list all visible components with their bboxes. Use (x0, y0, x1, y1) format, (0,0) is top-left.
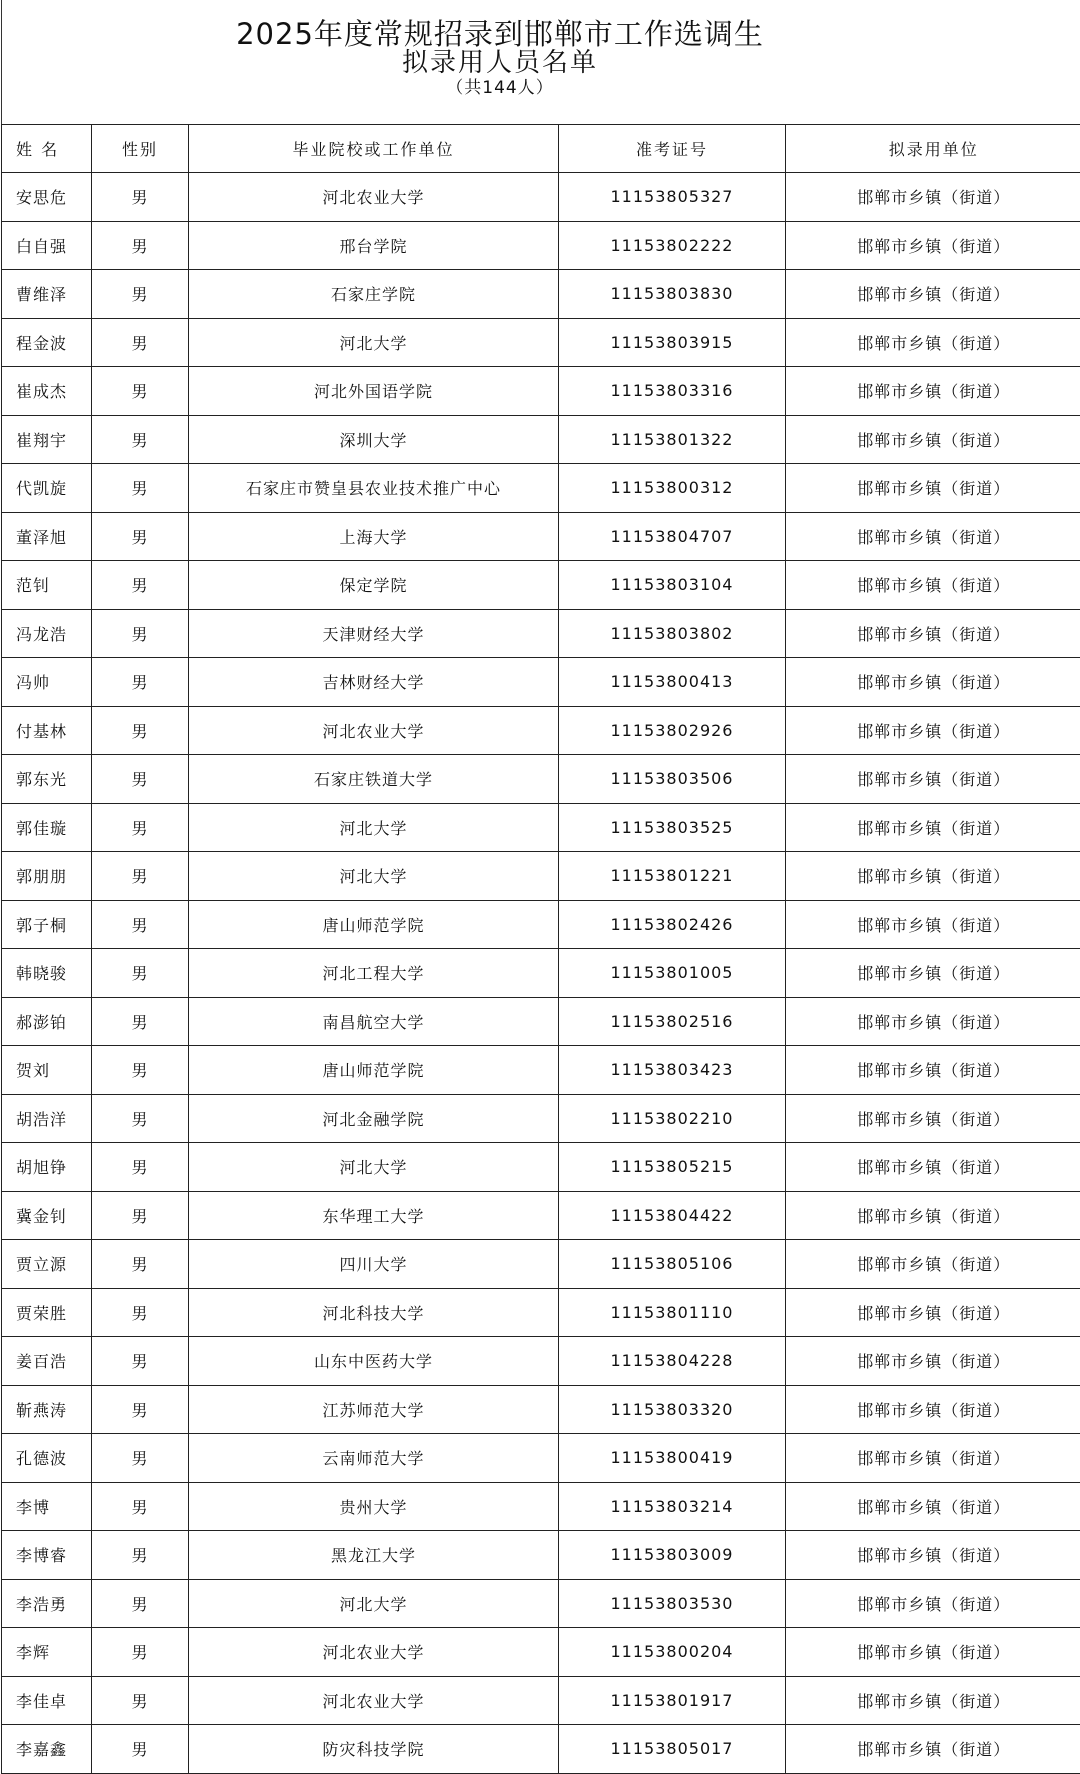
cell-gender: 男 (92, 1337, 189, 1386)
cell-name: 白自强 (2, 221, 92, 270)
cell-school: 河北农业大学 (189, 1628, 559, 1677)
cell-name: 李嘉鑫 (2, 1725, 92, 1774)
header-gender: 性别 (92, 125, 189, 173)
cell-gender: 男 (92, 609, 189, 658)
cell-name: 靳燕涛 (2, 1385, 92, 1434)
cell-gender: 男 (92, 997, 189, 1046)
cell-exam-id: 11153801110 (559, 1288, 786, 1337)
cell-name: 贾荣胜 (2, 1288, 92, 1337)
table-row (2, 949, 1080, 998)
cell-gender: 男 (92, 1434, 189, 1483)
cell-exam-id: 11153805106 (559, 1240, 786, 1289)
cell-gender: 男 (92, 1531, 189, 1580)
cell-exam-id: 11153803423 (559, 1046, 786, 1095)
table-row (2, 706, 1080, 755)
cell-exam-id: 11153801221 (559, 852, 786, 901)
cell-exam-id: 11153803915 (559, 318, 786, 367)
cell-name: 郭朋朋 (2, 852, 92, 901)
cell-gender: 男 (92, 415, 189, 464)
table-row (2, 1288, 1080, 1337)
cell-school: 黑龙江大学 (189, 1531, 559, 1580)
cell-gender: 男 (92, 706, 189, 755)
table-body (2, 173, 1080, 1774)
table-row (2, 270, 1080, 319)
cell-exam-id: 11153804707 (559, 512, 786, 561)
cell-name: 曹维泽 (2, 270, 92, 319)
cell-school: 唐山师范学院 (189, 900, 559, 949)
cell-unit: 邯郸市乡镇（街道） (786, 318, 1080, 367)
table-row (2, 852, 1080, 901)
cell-name: 胡浩洋 (2, 1094, 92, 1143)
cell-school: 河北大学 (189, 1579, 559, 1628)
cell-exam-id: 11153803802 (559, 609, 786, 658)
cell-exam-id: 11153800413 (559, 658, 786, 707)
cell-unit: 邯郸市乡镇（街道） (786, 706, 1080, 755)
cell-name: 胡旭铮 (2, 1143, 92, 1192)
table-row (2, 1579, 1080, 1628)
cell-unit: 邯郸市乡镇（街道） (786, 852, 1080, 901)
cell-unit: 邯郸市乡镇（街道） (786, 561, 1080, 610)
cell-gender: 男 (92, 1143, 189, 1192)
cell-unit: 邯郸市乡镇（街道） (786, 1337, 1080, 1386)
document-header (0, 0, 1080, 124)
header-exam-id: 准考证号 (559, 125, 786, 173)
cell-unit: 邯郸市乡镇（街道） (786, 1046, 1080, 1095)
cell-unit: 邯郸市乡镇（街道） (786, 1288, 1080, 1337)
cell-name: 姜百浩 (2, 1337, 92, 1386)
cell-name: 郝澎铂 (2, 997, 92, 1046)
table-row (2, 658, 1080, 707)
cell-unit: 邯郸市乡镇（街道） (786, 1579, 1080, 1628)
cell-unit: 邯郸市乡镇（街道） (786, 221, 1080, 270)
table-row (2, 1434, 1080, 1483)
cell-name: 李博 (2, 1482, 92, 1531)
cell-unit: 邯郸市乡镇（街道） (786, 1725, 1080, 1774)
cell-name: 郭佳璇 (2, 803, 92, 852)
cell-school: 河北科技大学 (189, 1288, 559, 1337)
cell-unit: 邯郸市乡镇（街道） (786, 1676, 1080, 1725)
table-row (2, 173, 1080, 222)
cell-gender: 男 (92, 1482, 189, 1531)
roster-table (1, 124, 1080, 1774)
cell-gender: 男 (92, 1725, 189, 1774)
cell-school: 河北农业大学 (189, 706, 559, 755)
header-unit: 拟录用单位 (786, 125, 1080, 173)
table-row (2, 997, 1080, 1046)
header-name: 姓 名 (2, 125, 92, 173)
cell-school: 河北大学 (189, 318, 559, 367)
cell-school: 四川大学 (189, 1240, 559, 1289)
cell-school: 唐山师范学院 (189, 1046, 559, 1095)
cell-exam-id: 11153803009 (559, 1531, 786, 1580)
cell-school: 贵州大学 (189, 1482, 559, 1531)
table-row (2, 900, 1080, 949)
cell-unit: 邯郸市乡镇（街道） (786, 464, 1080, 513)
cell-gender: 男 (92, 900, 189, 949)
cell-school: 天津财经大学 (189, 609, 559, 658)
cell-school: 石家庄市赞皇县农业技术推广中心 (189, 464, 559, 513)
cell-gender: 男 (92, 1094, 189, 1143)
cell-exam-id: 11153805327 (559, 173, 786, 222)
cell-name: 董泽旭 (2, 512, 92, 561)
cell-gender: 男 (92, 1046, 189, 1095)
cell-exam-id: 11153802222 (559, 221, 786, 270)
table-row (2, 1628, 1080, 1677)
cell-exam-id: 11153801005 (559, 949, 786, 998)
cell-name: 李辉 (2, 1628, 92, 1677)
cell-school: 石家庄铁道大学 (189, 755, 559, 804)
cell-school: 云南师范大学 (189, 1434, 559, 1483)
cell-gender: 男 (92, 512, 189, 561)
document-title-line2: 拟录用人员名单 (0, 42, 1000, 79)
cell-gender: 男 (92, 1288, 189, 1337)
table-row (2, 1676, 1080, 1725)
cell-name: 郭东光 (2, 755, 92, 804)
cell-gender: 男 (92, 852, 189, 901)
cell-school: 保定学院 (189, 561, 559, 610)
cell-exam-id: 11153804228 (559, 1337, 786, 1386)
cell-gender: 男 (92, 1628, 189, 1677)
cell-name: 范钊 (2, 561, 92, 610)
cell-unit: 邯郸市乡镇（街道） (786, 1482, 1080, 1531)
cell-exam-id: 11153803214 (559, 1482, 786, 1531)
table-row (2, 561, 1080, 610)
cell-gender: 男 (92, 658, 189, 707)
table-row (2, 1094, 1080, 1143)
cell-unit: 邯郸市乡镇（街道） (786, 512, 1080, 561)
cell-name: 贾立源 (2, 1240, 92, 1289)
cell-school: 河北农业大学 (189, 173, 559, 222)
cell-unit: 邯郸市乡镇（街道） (786, 755, 1080, 804)
cell-gender: 男 (92, 1676, 189, 1725)
cell-exam-id: 11153803506 (559, 755, 786, 804)
cell-gender: 男 (92, 221, 189, 270)
cell-school: 河北农业大学 (189, 1676, 559, 1725)
cell-unit: 邯郸市乡镇（街道） (786, 900, 1080, 949)
table-row (2, 415, 1080, 464)
cell-school: 河北金融学院 (189, 1094, 559, 1143)
table-row (2, 609, 1080, 658)
cell-name: 冯龙浩 (2, 609, 92, 658)
cell-school: 南昌航空大学 (189, 997, 559, 1046)
cell-school: 石家庄学院 (189, 270, 559, 319)
cell-gender: 男 (92, 464, 189, 513)
table-row (2, 512, 1080, 561)
cell-school: 上海大学 (189, 512, 559, 561)
cell-school: 河北外国语学院 (189, 367, 559, 416)
cell-name: 贺刘 (2, 1046, 92, 1095)
cell-exam-id: 11153803525 (559, 803, 786, 852)
cell-school: 河北大学 (189, 1143, 559, 1192)
cell-unit: 邯郸市乡镇（街道） (786, 270, 1080, 319)
cell-school: 河北工程大学 (189, 949, 559, 998)
cell-name: 冀金钊 (2, 1191, 92, 1240)
cell-unit: 邯郸市乡镇（街道） (786, 1143, 1080, 1192)
cell-unit: 邯郸市乡镇（街道） (786, 415, 1080, 464)
table-row (2, 1191, 1080, 1240)
cell-school: 深圳大学 (189, 415, 559, 464)
cell-unit: 邯郸市乡镇（街道） (786, 1094, 1080, 1143)
cell-unit: 邯郸市乡镇（街道） (786, 367, 1080, 416)
cell-name: 程金波 (2, 318, 92, 367)
cell-unit: 邯郸市乡镇（街道） (786, 803, 1080, 852)
cell-name: 李佳卓 (2, 1676, 92, 1725)
table-row (2, 1482, 1080, 1531)
cell-gender: 男 (92, 1385, 189, 1434)
cell-exam-id: 11153803104 (559, 561, 786, 610)
cell-gender: 男 (92, 1191, 189, 1240)
cell-exam-id: 11153805017 (559, 1725, 786, 1774)
document-count: （共144人） (0, 73, 1000, 98)
cell-exam-id: 11153805215 (559, 1143, 786, 1192)
cell-exam-id: 11153804422 (559, 1191, 786, 1240)
cell-school: 江苏师范大学 (189, 1385, 559, 1434)
cell-gender: 男 (92, 561, 189, 610)
cell-gender: 男 (92, 173, 189, 222)
table-row (2, 318, 1080, 367)
cell-name: 崔成杰 (2, 367, 92, 416)
table-row (2, 1240, 1080, 1289)
cell-unit: 邯郸市乡镇（街道） (786, 1191, 1080, 1240)
cell-exam-id: 11153803320 (559, 1385, 786, 1434)
cell-exam-id: 11153801917 (559, 1676, 786, 1725)
cell-school: 山东中医药大学 (189, 1337, 559, 1386)
cell-unit: 邯郸市乡镇（街道） (786, 1628, 1080, 1677)
table-row (2, 367, 1080, 416)
header-school: 毕业院校或工作单位 (189, 125, 559, 173)
cell-gender: 男 (92, 318, 189, 367)
cell-name: 孔德波 (2, 1434, 92, 1483)
cell-exam-id: 11153801322 (559, 415, 786, 464)
table-row (2, 221, 1080, 270)
cell-gender: 男 (92, 1579, 189, 1628)
cell-unit: 邯郸市乡镇（街道） (786, 1531, 1080, 1580)
cell-name: 郭子桐 (2, 900, 92, 949)
cell-gender: 男 (92, 367, 189, 416)
cell-unit: 邯郸市乡镇（街道） (786, 1240, 1080, 1289)
cell-name: 李浩勇 (2, 1579, 92, 1628)
table-row (2, 1337, 1080, 1386)
table-row (2, 1385, 1080, 1434)
table-row (2, 464, 1080, 513)
cell-exam-id: 11153802426 (559, 900, 786, 949)
cell-unit: 邯郸市乡镇（街道） (786, 609, 1080, 658)
cell-exam-id: 11153803830 (559, 270, 786, 319)
cell-name: 李博睿 (2, 1531, 92, 1580)
table-row (2, 1531, 1080, 1580)
cell-exam-id: 11153800419 (559, 1434, 786, 1483)
cell-exam-id: 11153800204 (559, 1628, 786, 1677)
cell-name: 付基林 (2, 706, 92, 755)
cell-unit: 邯郸市乡镇（街道） (786, 949, 1080, 998)
cell-school: 防灾科技学院 (189, 1725, 559, 1774)
document-title-line1: 2025年度常规招录到邯郸市工作选调生 (0, 12, 1000, 53)
cell-school: 河北大学 (189, 852, 559, 901)
cell-unit: 邯郸市乡镇（街道） (786, 997, 1080, 1046)
cell-school: 邢台学院 (189, 221, 559, 270)
table-row (2, 755, 1080, 804)
cell-name: 代凯旋 (2, 464, 92, 513)
cell-exam-id: 11153802210 (559, 1094, 786, 1143)
cell-name: 崔翔宇 (2, 415, 92, 464)
cell-name: 冯帅 (2, 658, 92, 707)
cell-unit: 邯郸市乡镇（街道） (786, 1434, 1080, 1483)
cell-gender: 男 (92, 270, 189, 319)
cell-unit: 邯郸市乡镇（街道） (786, 173, 1080, 222)
cell-exam-id: 11153803316 (559, 367, 786, 416)
table-row (2, 1143, 1080, 1192)
cell-gender: 男 (92, 949, 189, 998)
cell-exam-id: 11153802926 (559, 706, 786, 755)
cell-exam-id: 11153800312 (559, 464, 786, 513)
cell-name: 韩晓骏 (2, 949, 92, 998)
cell-school: 吉林财经大学 (189, 658, 559, 707)
cell-exam-id: 11153802516 (559, 997, 786, 1046)
cell-name: 安思危 (2, 173, 92, 222)
cell-exam-id: 11153803530 (559, 1579, 786, 1628)
cell-school: 河北大学 (189, 803, 559, 852)
cell-school: 东华理工大学 (189, 1191, 559, 1240)
table-row (2, 803, 1080, 852)
cell-gender: 男 (92, 1240, 189, 1289)
cell-gender: 男 (92, 803, 189, 852)
cell-unit: 邯郸市乡镇（街道） (786, 1385, 1080, 1434)
cell-gender: 男 (92, 755, 189, 804)
cell-unit: 邯郸市乡镇（街道） (786, 658, 1080, 707)
table-header-row (2, 125, 1080, 173)
table-row (2, 1046, 1080, 1095)
